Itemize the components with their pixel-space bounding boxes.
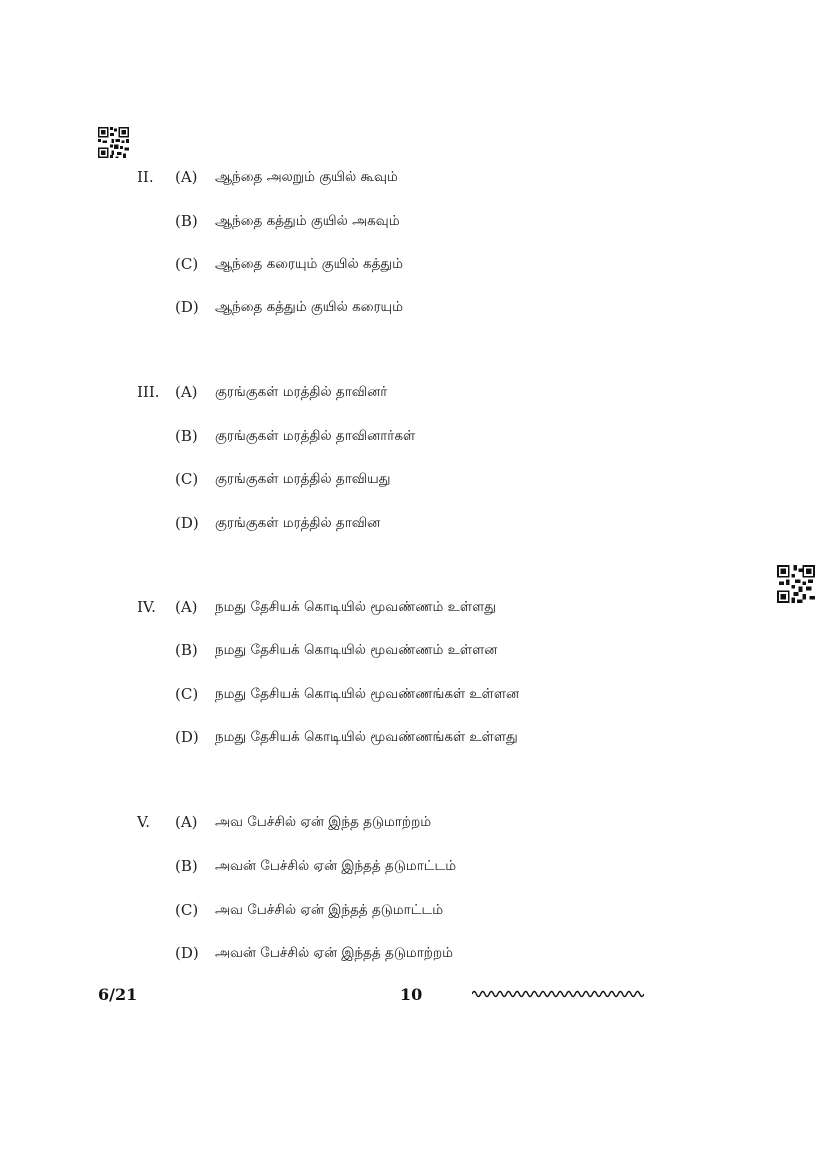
option-c	[0, 255, 827, 277]
option-text: குரங்குகள் மரத்தில் தாவினர்	[215, 384, 388, 400]
option-text: நமது தேசியக் கொடியில் மூவண்ணம் உள்ளன	[215, 642, 498, 658]
option-text: அவ பேச்சில் ஏன் இந்த தடுமாற்றம்	[215, 814, 432, 830]
option-d	[0, 728, 827, 750]
page-number: 10	[400, 985, 423, 1004]
option-b	[0, 641, 827, 663]
option-b	[0, 857, 827, 879]
option-letter: (B)	[175, 212, 198, 230]
option-c	[0, 685, 827, 707]
option-text: ஆந்தை கரையும் குயில் கத்தும்	[215, 256, 403, 272]
option-text: நமது தேசியக் கொடியில் மூவண்ணம் உள்ளது	[215, 599, 496, 615]
option-text: ஆந்தை கத்தும் குயில் கரையும்	[215, 299, 403, 315]
option-a	[0, 598, 827, 620]
paper-code: 6/21	[98, 985, 138, 1004]
option-letter: (D)	[175, 298, 199, 316]
option-c	[0, 901, 827, 923]
option-letter: (C)	[175, 255, 199, 273]
option-letter: (D)	[175, 514, 199, 532]
option-text: நமது தேசியக் கொடியில் மூவண்ணங்கள் உள்ளது	[215, 729, 518, 745]
option-text: குரங்குகள் மரத்தில் தாவினார்கள்	[215, 428, 416, 444]
option-text: ஆந்தை கத்தும் குயில் அகவும்	[215, 213, 400, 229]
question-number: IV.	[137, 598, 156, 616]
option-letter: (B)	[175, 857, 198, 875]
option-letter: (C)	[175, 470, 199, 488]
question-number: II.	[137, 168, 154, 186]
option-d	[0, 944, 827, 966]
option-letter: (D)	[175, 944, 199, 962]
option-letter: (A)	[175, 383, 198, 401]
option-d	[0, 514, 827, 536]
question-number: V.	[137, 813, 150, 831]
option-text: அவன் பேச்சில் ஏன் இந்தத் தடுமாற்றம்	[215, 945, 454, 961]
option-letter: (A)	[175, 598, 198, 616]
option-letter: (D)	[175, 728, 199, 746]
option-a	[0, 813, 827, 835]
option-c	[0, 470, 827, 492]
option-text: ஆந்தை அலறும் குயில் கூவும்	[215, 169, 398, 185]
option-a	[0, 383, 827, 405]
option-b	[0, 427, 827, 449]
option-letter: (C)	[175, 685, 199, 703]
option-text: அவ பேச்சில் ஏன் இந்தத் தடுமாட்டம்	[215, 902, 444, 918]
option-a	[0, 168, 827, 190]
option-d	[0, 298, 827, 320]
option-text: குரங்குகள் மரத்தில் தாவியது	[215, 471, 391, 487]
qr-code-icon	[98, 127, 129, 158]
question-number: III.	[137, 383, 160, 401]
option-letter: (B)	[175, 641, 198, 659]
option-letter: (B)	[175, 427, 198, 445]
option-text: குரங்குகள் மரத்தில் தாவின	[215, 515, 381, 531]
option-text: நமது தேசியக் கொடியில் மூவண்ணங்கள் உள்ளன	[215, 686, 520, 702]
option-text: அவன் பேச்சில் ஏன் இந்தத் தடுமாட்டம்	[215, 858, 457, 874]
option-b	[0, 212, 827, 234]
option-letter: (A)	[175, 168, 198, 186]
wavy-line-icon	[472, 989, 644, 999]
option-letter: (A)	[175, 813, 198, 831]
option-letter: (C)	[175, 901, 199, 919]
